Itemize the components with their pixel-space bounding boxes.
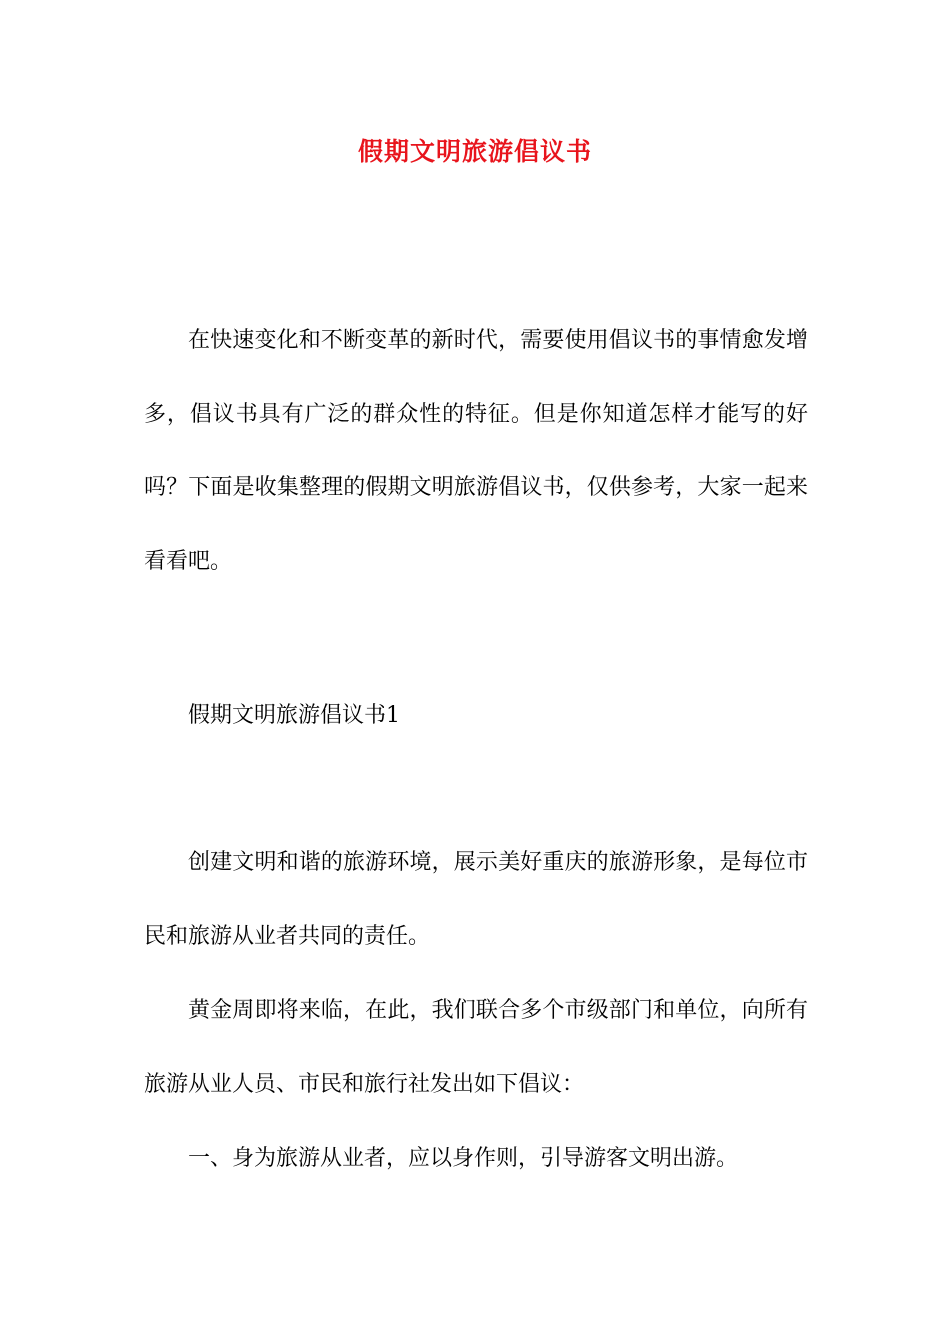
intro-paragraph: 在快速变化和不断变革的新时代，需要使用倡议书的事情愈发增多，倡议书具有广泛的群众性的特征。但是你知道怎样才能写的好吗？下面是收集整理的假期文明旅游倡议书，仅供参考，大家一起来看看吧。 [144,328,808,574]
body-paragraph-1: 创建文明和谐的旅游环境，展示美好重庆的旅游形象，是每位市民和旅游从业者共同的责任。 [144,850,808,949]
document-title: 假期文明旅游倡议书 [357,137,592,166]
body-paragraph-3: 一、身为旅游从业者，应以身作则，引导游客文明出游。 [188,1146,739,1171]
section-heading: 假期文明旅游倡议书1 [188,703,400,728]
body-paragraph-2: 黄金周即将来临，在此，我们联合多个市级部门和单位，向所有旅游从业人员、市民和旅行社发出如下倡议： [144,998,808,1097]
